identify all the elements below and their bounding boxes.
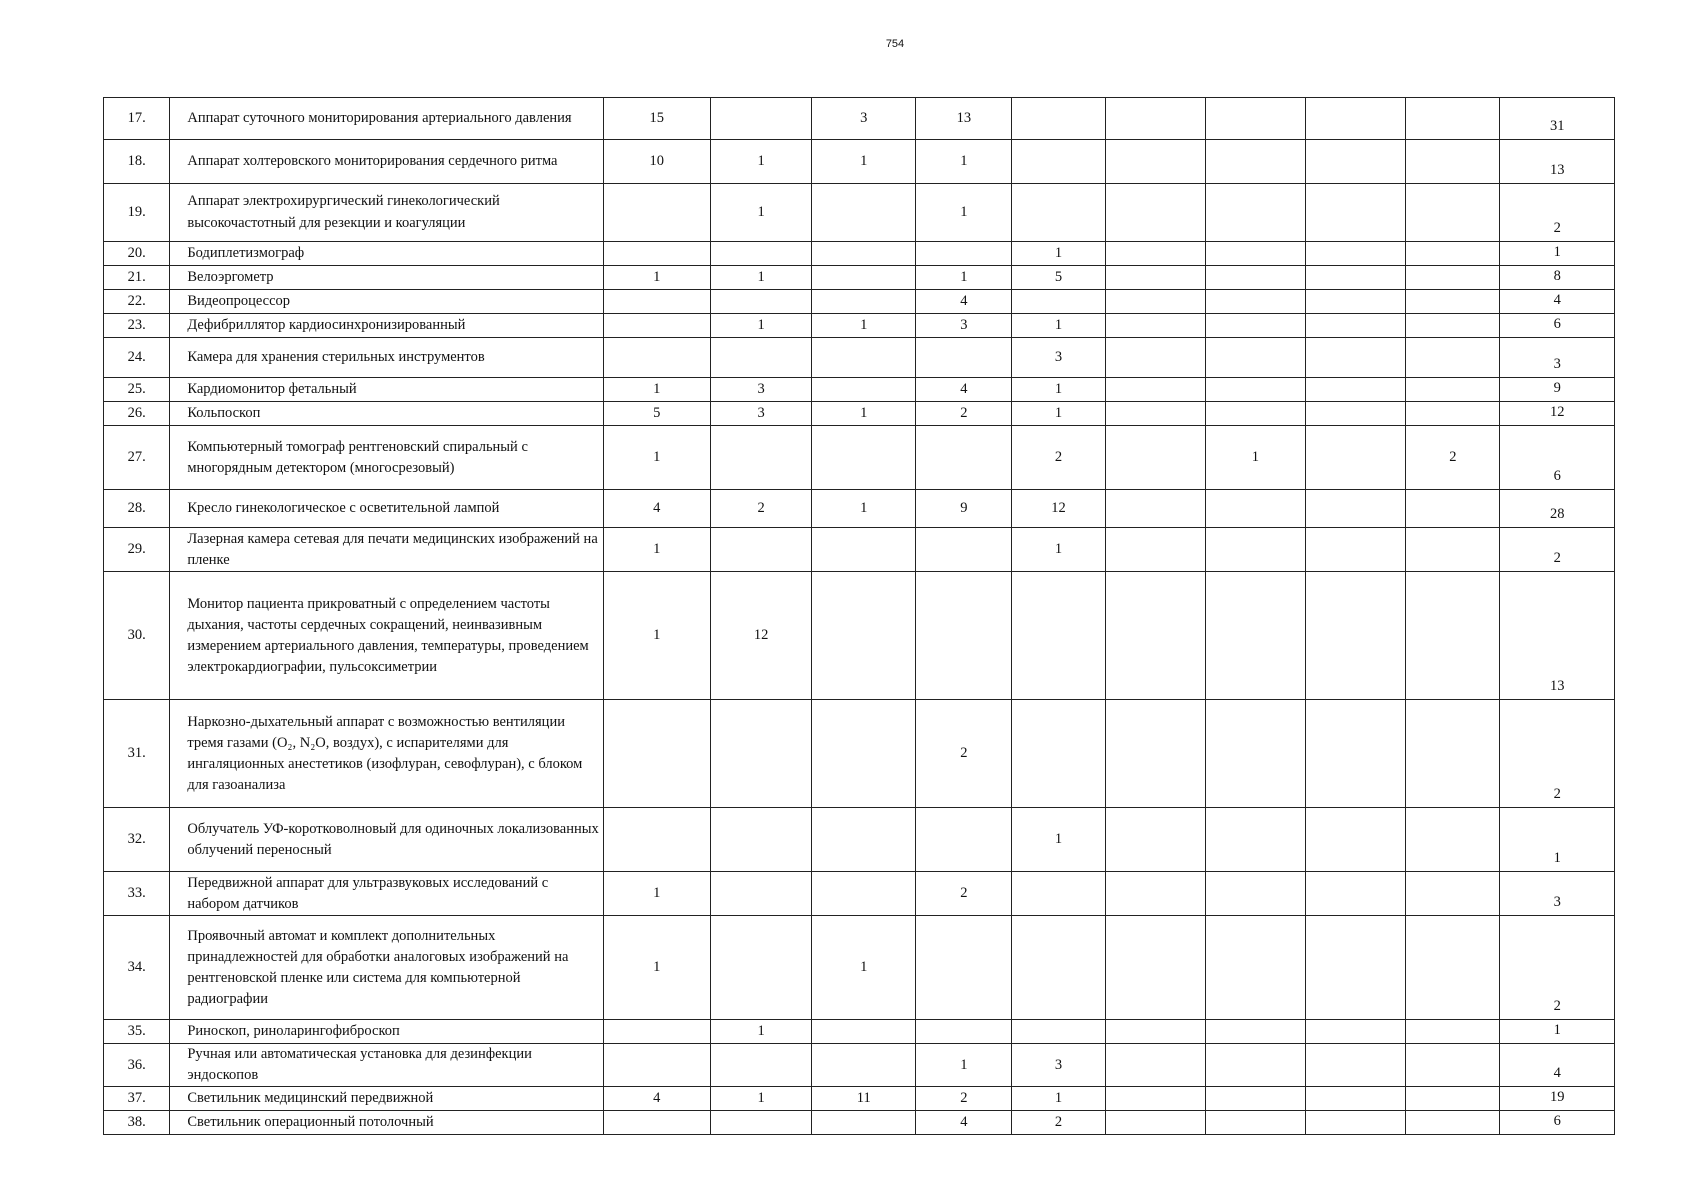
quantity-cell: 1	[1012, 808, 1105, 872]
row-number-cell: 29.	[104, 528, 170, 572]
table-row	[104, 266, 1615, 290]
quantity-cell	[1206, 490, 1306, 528]
quantity-cell	[603, 242, 710, 266]
quantity-cell	[1105, 242, 1206, 266]
quantity-cell: 1	[603, 528, 710, 572]
quantity-cell	[1206, 528, 1306, 572]
table-row	[104, 140, 1615, 184]
quantity-cell	[812, 1111, 916, 1135]
equipment-name-cell: Наркозно-дыхательный аппарат с возможностью вентиляции тремя газами (O₂, N₂O, воздух), с испарителями для ингаляционных анестетиков (изофлуран, севофлуран), с блоком для газоанализа	[170, 700, 603, 808]
quantity-cell: 3	[1012, 1044, 1105, 1087]
quantity-cell: 2	[1012, 426, 1105, 490]
row-number-cell: 37.	[104, 1087, 170, 1111]
row-number-cell: 33.	[104, 872, 170, 916]
row-number-cell: 25.	[104, 378, 170, 402]
quantity-cell: 1	[603, 426, 710, 490]
quantity-cell	[603, 338, 710, 378]
quantity-cell	[603, 808, 710, 872]
quantity-cell	[1206, 98, 1306, 140]
equipment-name-cell: Аппарат суточного мониторирования артериального давления	[170, 98, 603, 140]
quantity-cell	[603, 290, 710, 314]
quantity-cell	[1406, 314, 1500, 338]
table-row	[104, 1111, 1615, 1135]
quantity-cell	[812, 242, 916, 266]
quantity-cell: 2	[916, 700, 1012, 808]
equipment-name-cell: Аппарат холтеровского мониторирования сердечного ритма	[170, 140, 603, 184]
quantity-cell: 4	[916, 290, 1012, 314]
quantity-cell	[1206, 290, 1306, 314]
quantity-cell	[710, 98, 812, 140]
quantity-cell	[1105, 426, 1206, 490]
total-cell: 19	[1500, 1087, 1615, 1111]
quantity-cell	[1105, 490, 1206, 528]
quantity-cell: 1	[1012, 314, 1105, 338]
quantity-cell	[1305, 98, 1406, 140]
quantity-cell	[1305, 808, 1406, 872]
quantity-cell: 1	[603, 872, 710, 916]
quantity-cell	[710, 338, 812, 378]
equipment-name-cell: Лазерная камера сетевая для печати медицинских изображений на пленке	[170, 528, 603, 572]
total-cell: 6	[1500, 1111, 1615, 1135]
quantity-cell: 1	[1012, 242, 1105, 266]
row-number-cell: 18.	[104, 140, 170, 184]
equipment-name-cell: Проявочный автомат и комплект дополнительных принадлежностей для обработки аналоговых изображений на рентгеновской пленке или система для компьютерной радиографии	[170, 916, 603, 1020]
quantity-cell: 1	[710, 1020, 812, 1044]
quantity-cell: 1	[710, 140, 812, 184]
quantity-cell: 2	[916, 1087, 1012, 1111]
quantity-cell	[1406, 338, 1500, 378]
quantity-cell	[1406, 290, 1500, 314]
quantity-cell	[1406, 700, 1500, 808]
equipment-name-cell: Светильник медицинский передвижной	[170, 1087, 603, 1111]
table-row	[104, 872, 1615, 916]
quantity-cell	[1105, 290, 1206, 314]
quantity-cell	[812, 266, 916, 290]
total-cell: 4	[1500, 1044, 1615, 1087]
quantity-cell	[1406, 528, 1500, 572]
quantity-cell	[1406, 1044, 1500, 1087]
quantity-cell	[1305, 426, 1406, 490]
quantity-cell: 1	[1012, 378, 1105, 402]
row-number-cell: 22.	[104, 290, 170, 314]
total-cell: 12	[1500, 402, 1615, 426]
total-cell: 28	[1500, 490, 1615, 528]
total-cell: 13	[1500, 140, 1615, 184]
equipment-name-cell: Камера для хранения стерильных инструментов	[170, 338, 603, 378]
quantity-cell: 5	[1012, 266, 1105, 290]
quantity-cell	[1012, 1020, 1105, 1044]
table-row	[104, 338, 1615, 378]
quantity-cell	[1105, 700, 1206, 808]
quantity-cell	[1305, 1044, 1406, 1087]
row-number-cell: 34.	[104, 916, 170, 1020]
quantity-cell	[710, 1044, 812, 1087]
row-number-cell: 30.	[104, 572, 170, 700]
row-number-cell: 35.	[104, 1020, 170, 1044]
quantity-cell	[1012, 140, 1105, 184]
equipment-name-cell: Кардиомонитор фетальный	[170, 378, 603, 402]
table-row	[104, 700, 1615, 808]
table-row	[104, 378, 1615, 402]
quantity-cell	[1105, 184, 1206, 242]
equipment-table	[103, 97, 1615, 1135]
equipment-name-cell: Аппарат электрохирургический гинекологический высокочастотный для резекции и коагуляции	[170, 184, 603, 242]
quantity-cell	[603, 1044, 710, 1087]
quantity-cell	[1105, 1020, 1206, 1044]
quantity-cell: 1	[603, 266, 710, 290]
equipment-name-cell: Кресло гинекологическое с осветительной лампой	[170, 490, 603, 528]
total-cell: 31	[1500, 98, 1615, 140]
quantity-cell	[1406, 808, 1500, 872]
quantity-cell: 2	[916, 402, 1012, 426]
row-number-cell: 20.	[104, 242, 170, 266]
quantity-cell	[1105, 1087, 1206, 1111]
table-row	[104, 572, 1615, 700]
quantity-cell	[1305, 528, 1406, 572]
quantity-cell	[812, 808, 916, 872]
quantity-cell	[1012, 872, 1105, 916]
total-cell: 2	[1500, 700, 1615, 808]
quantity-cell	[1206, 140, 1306, 184]
row-number-cell: 17.	[104, 98, 170, 140]
quantity-cell	[1305, 872, 1406, 916]
quantity-cell: 1	[1012, 528, 1105, 572]
equipment-name-cell: Светильник операционный потолочный	[170, 1111, 603, 1135]
quantity-cell	[710, 872, 812, 916]
quantity-cell	[1012, 916, 1105, 1020]
quantity-cell: 2	[1406, 426, 1500, 490]
total-cell: 2	[1500, 184, 1615, 242]
quantity-cell	[916, 572, 1012, 700]
quantity-cell	[1305, 378, 1406, 402]
quantity-cell	[812, 1020, 916, 1044]
row-number-cell: 31.	[104, 700, 170, 808]
table-row	[104, 1044, 1615, 1087]
quantity-cell: 3	[916, 314, 1012, 338]
table-row	[104, 184, 1615, 242]
quantity-cell: 1	[1012, 402, 1105, 426]
row-number-cell: 28.	[104, 490, 170, 528]
table-row	[104, 426, 1615, 490]
quantity-cell	[710, 528, 812, 572]
quantity-cell: 1	[812, 314, 916, 338]
quantity-cell	[1406, 916, 1500, 1020]
quantity-cell	[916, 808, 1012, 872]
quantity-cell	[1012, 572, 1105, 700]
quantity-cell: 1	[916, 184, 1012, 242]
quantity-cell: 9	[916, 490, 1012, 528]
quantity-cell	[603, 700, 710, 808]
quantity-cell	[1105, 916, 1206, 1020]
quantity-cell	[1305, 140, 1406, 184]
quantity-cell: 1	[812, 140, 916, 184]
table-row	[104, 98, 1615, 140]
quantity-cell	[1305, 242, 1406, 266]
quantity-cell	[1206, 1020, 1306, 1044]
quantity-cell	[1206, 808, 1306, 872]
quantity-cell	[1105, 572, 1206, 700]
quantity-cell	[1105, 98, 1206, 140]
quantity-cell	[1305, 490, 1406, 528]
table-row	[104, 808, 1615, 872]
total-cell: 1	[1500, 242, 1615, 266]
quantity-cell	[710, 916, 812, 1020]
total-cell: 3	[1500, 872, 1615, 916]
quantity-cell	[916, 242, 1012, 266]
quantity-cell	[1406, 490, 1500, 528]
quantity-cell	[710, 426, 812, 490]
quantity-cell	[916, 916, 1012, 1020]
equipment-name-cell: Риноскоп, риноларингофиброскоп	[170, 1020, 603, 1044]
total-cell: 8	[1500, 266, 1615, 290]
quantity-cell	[812, 426, 916, 490]
quantity-cell: 2	[710, 490, 812, 528]
quantity-cell	[603, 314, 710, 338]
equipment-name-cell: Монитор пациента прикроватный с определением частоты дыхания, частоты сердечных сокращений, неинвазивным измерением артериального давления, температуры, проведением электрокардиографии, пульсоксиметрии	[170, 572, 603, 700]
quantity-cell: 1	[916, 140, 1012, 184]
quantity-cell	[1206, 872, 1306, 916]
quantity-cell	[1105, 872, 1206, 916]
quantity-cell	[812, 290, 916, 314]
quantity-cell	[1305, 1111, 1406, 1135]
equipment-name-cell: Дефибриллятор кардиосинхронизированный	[170, 314, 603, 338]
quantity-cell: 13	[916, 98, 1012, 140]
quantity-cell: 4	[603, 1087, 710, 1111]
quantity-cell	[1406, 1111, 1500, 1135]
row-number-cell: 19.	[104, 184, 170, 242]
quantity-cell	[1105, 1111, 1206, 1135]
quantity-cell: 4	[603, 490, 710, 528]
quantity-cell	[1406, 572, 1500, 700]
quantity-cell	[812, 872, 916, 916]
quantity-cell	[1406, 140, 1500, 184]
row-number-cell: 23.	[104, 314, 170, 338]
table-body	[104, 98, 1615, 1135]
table-row	[104, 1087, 1615, 1111]
table-row	[104, 242, 1615, 266]
quantity-cell	[1305, 572, 1406, 700]
quantity-cell: 1	[1012, 1087, 1105, 1111]
quantity-cell	[1206, 1087, 1306, 1111]
quantity-cell	[710, 700, 812, 808]
total-cell: 2	[1500, 916, 1615, 1020]
table-row	[104, 402, 1615, 426]
quantity-cell	[1105, 528, 1206, 572]
total-cell: 13	[1500, 572, 1615, 700]
quantity-cell	[812, 528, 916, 572]
quantity-cell	[1406, 1087, 1500, 1111]
quantity-cell: 3	[1012, 338, 1105, 378]
quantity-cell	[1305, 402, 1406, 426]
quantity-cell	[1105, 338, 1206, 378]
quantity-cell	[1206, 916, 1306, 1020]
quantity-cell	[1206, 338, 1306, 378]
quantity-cell	[1206, 378, 1306, 402]
quantity-cell	[710, 1111, 812, 1135]
quantity-cell	[1206, 314, 1306, 338]
row-number-cell: 26.	[104, 402, 170, 426]
equipment-name-cell: Компьютерный томограф рентгеновский спиральный с многорядным детектором (многосрезовый)	[170, 426, 603, 490]
quantity-cell	[1105, 1044, 1206, 1087]
quantity-cell	[812, 184, 916, 242]
row-number-cell: 24.	[104, 338, 170, 378]
table-row	[104, 314, 1615, 338]
quantity-cell	[1305, 1087, 1406, 1111]
quantity-cell	[812, 378, 916, 402]
quantity-cell	[603, 1020, 710, 1044]
quantity-cell	[1305, 290, 1406, 314]
equipment-name-cell: Велоэргометр	[170, 266, 603, 290]
quantity-cell	[1206, 184, 1306, 242]
total-cell: 6	[1500, 314, 1615, 338]
quantity-cell	[1012, 184, 1105, 242]
quantity-cell	[1305, 314, 1406, 338]
quantity-cell	[1206, 402, 1306, 426]
quantity-cell	[1206, 572, 1306, 700]
quantity-cell	[812, 572, 916, 700]
quantity-cell: 3	[812, 98, 916, 140]
quantity-cell: 2	[1012, 1111, 1105, 1135]
row-number-cell: 32.	[104, 808, 170, 872]
quantity-cell: 1	[710, 314, 812, 338]
quantity-cell: 1	[710, 184, 812, 242]
quantity-cell	[916, 426, 1012, 490]
total-cell: 1	[1500, 1020, 1615, 1044]
quantity-cell	[1206, 242, 1306, 266]
quantity-cell	[1406, 378, 1500, 402]
quantity-cell	[1305, 1020, 1406, 1044]
quantity-cell	[1105, 402, 1206, 426]
total-cell: 6	[1500, 426, 1615, 490]
quantity-cell	[1206, 700, 1306, 808]
quantity-cell: 3	[710, 378, 812, 402]
quantity-cell	[916, 528, 1012, 572]
quantity-cell	[1305, 700, 1406, 808]
quantity-cell: 1	[812, 490, 916, 528]
total-cell: 9	[1500, 378, 1615, 402]
table-row	[104, 528, 1615, 572]
quantity-cell	[1406, 184, 1500, 242]
quantity-cell: 1	[916, 1044, 1012, 1087]
quantity-cell	[1305, 916, 1406, 1020]
quantity-cell: 1	[603, 916, 710, 1020]
table-row	[104, 916, 1615, 1020]
quantity-cell	[1406, 266, 1500, 290]
equipment-name-cell: Передвижной аппарат для ультразвуковых исследований с набором датчиков	[170, 872, 603, 916]
quantity-cell: 11	[812, 1087, 916, 1111]
row-number-cell: 38.	[104, 1111, 170, 1135]
quantity-cell: 4	[916, 1111, 1012, 1135]
quantity-cell: 12	[710, 572, 812, 700]
quantity-cell	[1406, 242, 1500, 266]
equipment-name-cell: Ручная или автоматическая установка для дезинфекции эндоскопов	[170, 1044, 603, 1087]
quantity-cell	[812, 700, 916, 808]
equipment-name-cell: Бодиплетизмограф	[170, 242, 603, 266]
table-row	[104, 490, 1615, 528]
quantity-cell: 1	[812, 916, 916, 1020]
quantity-cell	[1105, 378, 1206, 402]
quantity-cell	[710, 808, 812, 872]
row-number-cell: 27.	[104, 426, 170, 490]
quantity-cell	[1105, 314, 1206, 338]
quantity-cell: 4	[916, 378, 1012, 402]
quantity-cell	[710, 242, 812, 266]
table-row	[104, 1020, 1615, 1044]
quantity-cell	[916, 1020, 1012, 1044]
quantity-cell	[1105, 266, 1206, 290]
quantity-cell: 5	[603, 402, 710, 426]
quantity-cell	[1105, 140, 1206, 184]
total-cell: 2	[1500, 528, 1615, 572]
quantity-cell	[1012, 290, 1105, 314]
quantity-cell	[1406, 98, 1500, 140]
quantity-cell: 1	[603, 572, 710, 700]
quantity-cell: 10	[603, 140, 710, 184]
quantity-cell	[1105, 808, 1206, 872]
quantity-cell	[1012, 700, 1105, 808]
quantity-cell	[1305, 338, 1406, 378]
quantity-cell: 1	[710, 266, 812, 290]
quantity-cell	[1406, 402, 1500, 426]
total-cell: 1	[1500, 808, 1615, 872]
equipment-name-cell: Облучатель УФ-коротковолновый для одиночных локализованных облучений переносный	[170, 808, 603, 872]
quantity-cell	[1305, 184, 1406, 242]
quantity-cell: 1	[710, 1087, 812, 1111]
equipment-name-cell: Видеопроцессор	[170, 290, 603, 314]
quantity-cell	[710, 290, 812, 314]
quantity-cell: 1	[603, 378, 710, 402]
total-cell: 3	[1500, 338, 1615, 378]
page-number: 754	[885, 38, 905, 50]
row-number-cell: 21.	[104, 266, 170, 290]
quantity-cell	[1406, 1020, 1500, 1044]
quantity-cell: 1	[916, 266, 1012, 290]
row-number-cell: 36.	[104, 1044, 170, 1087]
quantity-cell	[812, 1044, 916, 1087]
quantity-cell: 12	[1012, 490, 1105, 528]
quantity-cell	[916, 338, 1012, 378]
total-cell: 4	[1500, 290, 1615, 314]
quantity-cell	[603, 1111, 710, 1135]
quantity-cell	[1406, 872, 1500, 916]
quantity-cell	[603, 184, 710, 242]
quantity-cell: 1	[812, 402, 916, 426]
table-row	[104, 290, 1615, 314]
quantity-cell	[812, 338, 916, 378]
equipment-name-cell: Кольпоскоп	[170, 402, 603, 426]
quantity-cell: 3	[710, 402, 812, 426]
quantity-cell: 2	[916, 872, 1012, 916]
quantity-cell	[1206, 266, 1306, 290]
quantity-cell: 15	[603, 98, 710, 140]
quantity-cell: 1	[1206, 426, 1306, 490]
quantity-cell	[1206, 1044, 1306, 1087]
quantity-cell	[1012, 98, 1105, 140]
quantity-cell	[1305, 266, 1406, 290]
quantity-cell	[1206, 1111, 1306, 1135]
